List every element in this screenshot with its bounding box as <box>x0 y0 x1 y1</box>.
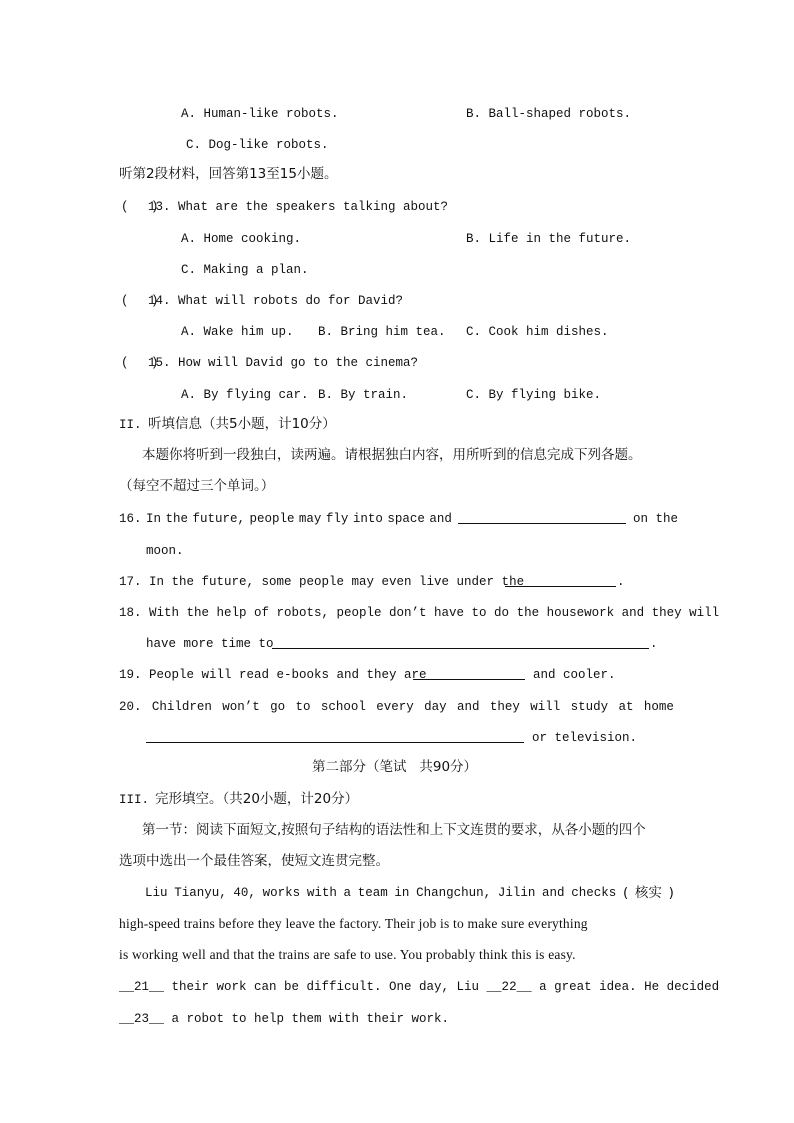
q20-word: and <box>457 700 480 714</box>
passage-line-2: high-speed trains before they leave the factory. Their job is to make sure everything <box>119 916 588 931</box>
part-3-roman: III. <box>119 793 150 807</box>
part-2-note: （每空不超过三个单词。） <box>119 478 275 494</box>
passage-word: ) <box>668 885 674 901</box>
q20-word: every <box>376 700 414 714</box>
q12-option-c: C. Dog-like robots. <box>186 138 329 152</box>
passage-word: works <box>262 886 301 900</box>
q20-text <box>119 699 674 715</box>
passage-word: Liu <box>145 886 168 900</box>
q13-option-a: A. Home cooking. <box>181 232 302 246</box>
q17-answer-blank[interactable] <box>505 586 616 587</box>
passage-word: a <box>343 886 352 900</box>
q20-word: will <box>530 700 561 714</box>
q16-word: people <box>249 512 295 526</box>
q14-stem: 14. What will robots do for David? <box>148 294 404 308</box>
q15-option-a: A. By flying car. <box>181 388 309 402</box>
q16-word: future, <box>192 512 245 526</box>
q13-stem: 13. What are the speakers talking about? <box>148 200 449 214</box>
q19-text: 19. People will read e-books and they are <box>119 668 427 682</box>
cloze-instruction-line-1: 第一节：阅读下面短文,按照句子结构的语法性和上下文连贯的要求，从各小题的四个 <box>142 822 646 838</box>
q16-text <box>119 511 452 527</box>
q18-line-1: 18. With the help of robots, people don’t have to do the housework and they will <box>119 606 720 620</box>
passage-word: Changchun, <box>416 886 492 900</box>
q20-word: go <box>270 700 286 714</box>
written-part-title: 第二部分（笔试 共90分） <box>312 759 478 775</box>
q18-tail: . <box>650 637 658 651</box>
passage-word: 40, <box>233 886 256 900</box>
q20-number: 20. <box>119 700 142 714</box>
q20-word: to <box>295 700 311 714</box>
q12-option-b: B. Ball-shaped robots. <box>466 107 632 121</box>
passage-word: and <box>542 886 565 900</box>
q14-answer-bracket: ( ) <box>121 294 159 308</box>
q16-word: and <box>429 512 452 526</box>
q15-option-c: C. By flying bike. <box>466 388 602 402</box>
q20-word: at <box>618 700 634 714</box>
part-2-roman: II. <box>119 418 142 432</box>
passage-word: ( <box>622 885 629 901</box>
q18-line-2: have more time to <box>146 637 274 651</box>
passage-word: team <box>357 886 388 900</box>
q20-word: won’t <box>222 700 260 714</box>
part-2-heading: 听填信息（共5小题，计10分） <box>148 416 336 432</box>
q15-stem: 15. How will David go to the cinema? <box>148 356 419 370</box>
q16-answer-blank[interactable] <box>458 523 626 524</box>
passage-line-3: is working well and that the trains are safe to use. You probably think this is easy. <box>119 947 576 962</box>
q20-word: study <box>570 700 609 714</box>
q19-answer-blank[interactable] <box>413 679 525 680</box>
q17-text: 17. In the future, some people may even live under the <box>119 575 525 589</box>
q16-number: 16. <box>119 512 142 526</box>
q19-tail: and cooler. <box>533 668 616 682</box>
q16-word: into <box>352 512 383 526</box>
passage-line-5: __23__ a robot to help them with their work. <box>119 1012 450 1026</box>
passage-word: in <box>394 886 410 900</box>
q16-word: fly <box>325 512 349 526</box>
q20-word: school <box>320 700 366 714</box>
q14-option-a: A. Wake him up. <box>181 325 294 339</box>
q17-tail: . <box>617 575 625 589</box>
q16-word: may <box>298 512 322 526</box>
part-2-instruction: 本题你将听到一段独白，读两遍。请根据独白内容，用所听到的信息完成下列各题。 <box>142 447 642 463</box>
part-3-heading: 完形填空。（共20小题，计20分） <box>155 791 359 807</box>
q15-option-b: B. By train. <box>318 388 409 402</box>
q20-word: home <box>643 700 674 714</box>
q15-answer-bracket: ( ) <box>121 356 159 370</box>
q20-word: Children <box>151 700 212 714</box>
passage-line-1 <box>145 885 674 901</box>
passage-word: checks <box>571 886 617 900</box>
q16-word: space <box>387 512 425 526</box>
listening-section-2-instruction: 听第2段材料，回答第13至15小题。 <box>119 166 338 182</box>
passage-word: Jilin <box>497 886 536 900</box>
q16-word: In <box>145 512 161 526</box>
q14-option-b: B. Bring him tea. <box>318 325 446 339</box>
q12-option-a: A. Human-like robots. <box>181 107 339 121</box>
q13-option-b: B. Life in the future. <box>466 232 632 246</box>
q20-word: day <box>424 700 447 714</box>
passage-word: Tianyu, <box>174 886 227 900</box>
passage-word: with <box>306 886 337 900</box>
q16-word: the <box>165 512 188 526</box>
q16-tail: on the <box>633 512 679 526</box>
q18-answer-blank[interactable] <box>272 648 649 649</box>
q13-answer-bracket: ( ) <box>121 200 159 214</box>
q13-option-c: C. Making a plan. <box>181 263 309 277</box>
q14-option-c: C. Cook him dishes. <box>466 325 609 339</box>
q20-tail: or television. <box>532 731 638 745</box>
q20-word: they <box>489 700 520 714</box>
passage-line-4: __21__ their work can be difficult. One day, Liu __22__ a great idea. He decided <box>119 980 720 994</box>
q20-answer-blank[interactable] <box>146 742 524 743</box>
q16-continuation: moon. <box>146 544 184 558</box>
passage-word: 核实 <box>634 885 662 901</box>
cloze-instruction-line-2: 选项中选出一个最佳答案，使短文连贯完整。 <box>119 853 389 869</box>
